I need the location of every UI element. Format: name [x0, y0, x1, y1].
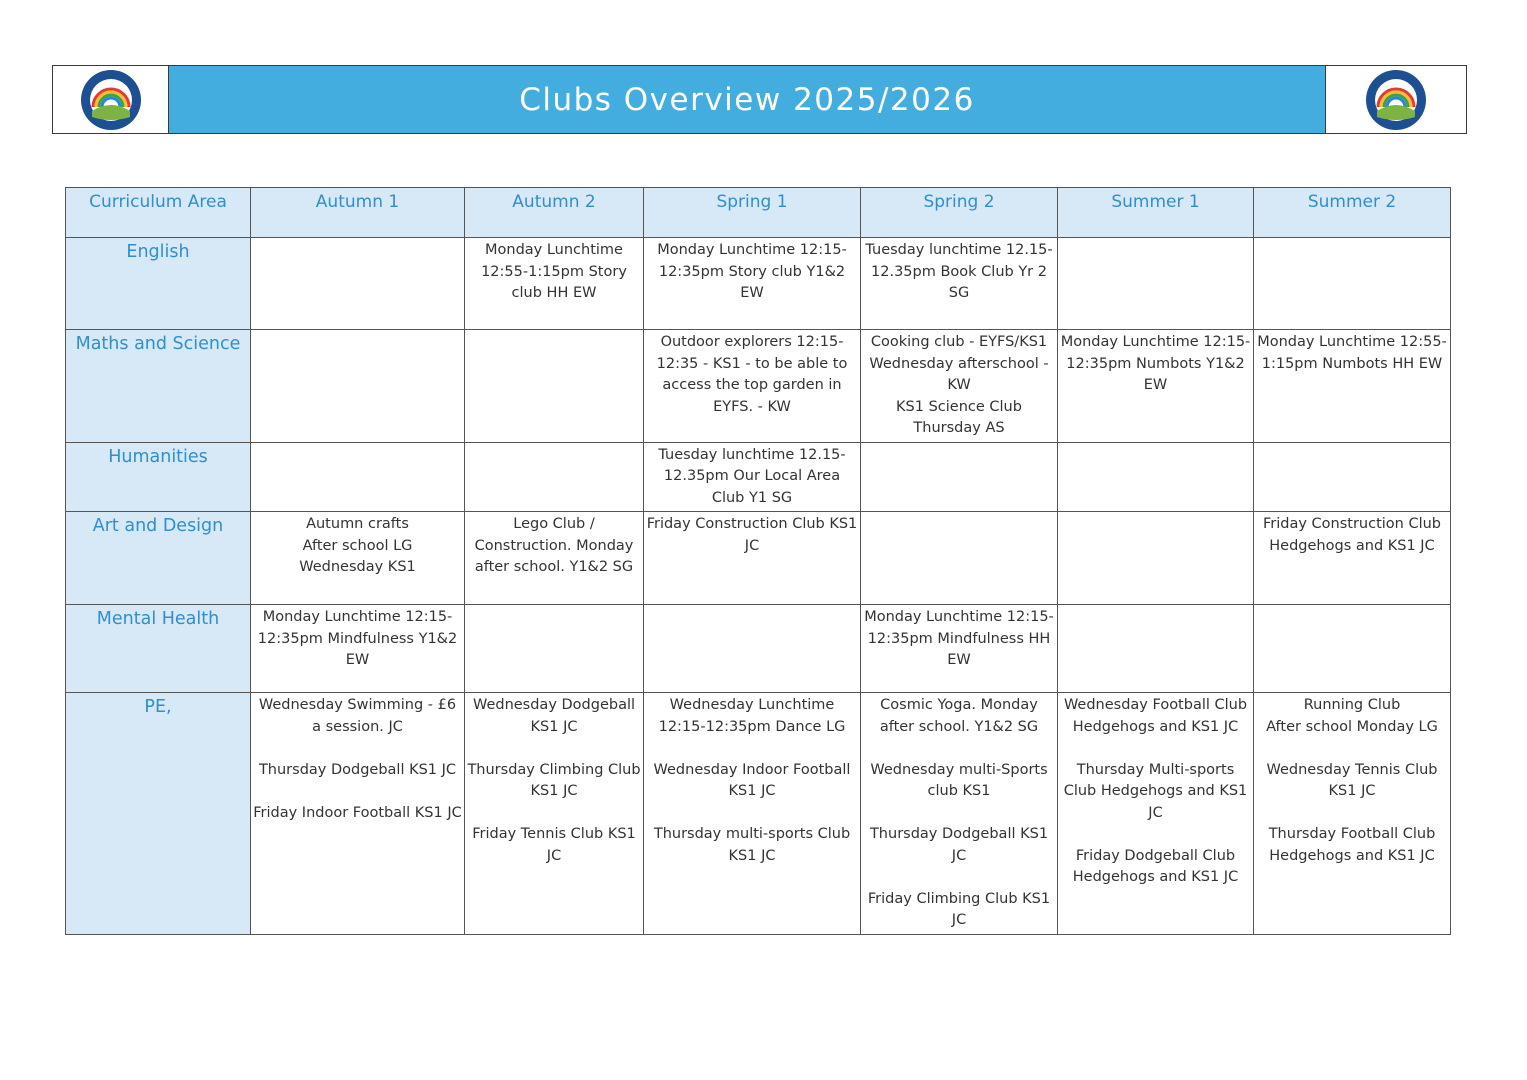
column-header: Summer 2: [1254, 188, 1451, 238]
column-header: Summer 1: [1058, 188, 1254, 238]
club-cell: [251, 330, 465, 443]
club-cell: [861, 512, 1058, 605]
club-cell: Tuesday lunchtime 12.15-12.35pm Our Local Area Club Y1 SG: [644, 442, 861, 512]
club-cell: Wednesday Dodgeball KS1 JC Thursday Climbing Club KS1 JC Friday Tennis Club KS1 JC: [465, 693, 644, 935]
club-cell: Wednesday Lunchtime 12:15-12:35pm Dance LG Wednesday Indoor Football KS1 JC Thursday multi-sports Club KS1 JC: [644, 693, 861, 935]
club-cell: [1058, 238, 1254, 330]
club-cell: Monday Lunchtime 12:55-1:15pm Numbots HH EW: [1254, 330, 1451, 443]
column-header: Autumn 2: [465, 188, 644, 238]
column-header: Spring 1: [644, 188, 861, 238]
club-cell: [1058, 512, 1254, 605]
club-cell: Monday Lunchtime 12:15-12:35pm Mindfulness HH EW: [861, 605, 1058, 693]
club-cell: [1254, 238, 1451, 330]
curriculum-area-cell: Maths and Science: [66, 330, 251, 443]
club-cell: Wednesday Football Club Hedgehogs and KS1 JC Thursday Multi-sports Club Hedgehogs and KS1 JC Friday Dodgeball Club Hedgehogs and KS1 JC: [1058, 693, 1254, 935]
curriculum-area-cell: English: [66, 238, 251, 330]
club-cell: Cooking club - EYFS/KS1 Wednesday afterschool - KW KS1 Science Club Thursday AS: [861, 330, 1058, 443]
table-row: [66, 238, 1451, 330]
club-cell: Running Club After school Monday LG Wednesday Tennis Club KS1 JC Thursday Football Club Hedgehogs and KS1 JC: [1254, 693, 1451, 935]
club-cell: Outdoor explorers 12:15-12:35 - KS1 - to be able to access the top garden in EYFS. - KW: [644, 330, 861, 443]
school-crest-icon: [1365, 69, 1427, 131]
club-cell: [1058, 442, 1254, 512]
page-header: [52, 65, 1467, 134]
club-cell: Tuesday lunchtime 12.15-12.35pm Book Club Yr 2 SG: [861, 238, 1058, 330]
club-cell: Monday Lunchtime 12:15-12:35pm Story club Y1&2 EW: [644, 238, 861, 330]
club-cell: [251, 238, 465, 330]
curriculum-area-cell: Mental Health: [66, 605, 251, 693]
club-cell: Autumn crafts After school LG Wednesday KS1: [251, 512, 465, 605]
column-header: Spring 2: [861, 188, 1058, 238]
club-cell: Friday Construction Club Hedgehogs and KS1 JC: [1254, 512, 1451, 605]
club-cell: Wednesday Swimming - £6 a session. JC Thursday Dodgeball KS1 JC Friday Indoor Football KS1 JC: [251, 693, 465, 935]
club-cell: [1254, 442, 1451, 512]
curriculum-area-cell: PE,: [66, 693, 251, 935]
club-cell: [1058, 605, 1254, 693]
title-band: [169, 66, 1325, 133]
table-row: [66, 512, 1451, 605]
table-row: [66, 330, 1451, 443]
club-cell: [465, 605, 644, 693]
club-cell: Friday Construction Club KS1 JC: [644, 512, 861, 605]
school-logo-left: [53, 66, 169, 133]
school-crest-icon: [80, 69, 142, 131]
column-header: Autumn 1: [251, 188, 465, 238]
table-row: [66, 693, 1451, 935]
club-cell: [644, 605, 861, 693]
club-cell: Monday Lunchtime 12:55-1:15pm Story club HH EW: [465, 238, 644, 330]
club-cell: [465, 330, 644, 443]
club-cell: [861, 442, 1058, 512]
curriculum-area-cell: Art and Design: [66, 512, 251, 605]
club-cell: Monday Lunchtime 12:15-12:35pm Numbots Y1&2 EW: [1058, 330, 1254, 443]
club-cell: Lego Club / Construction. Monday after school. Y1&2 SG: [465, 512, 644, 605]
club-cell: [465, 442, 644, 512]
column-header: Curriculum Area: [66, 188, 251, 238]
table-row: [66, 605, 1451, 693]
clubs-table: [65, 187, 1451, 935]
school-logo-right: [1325, 66, 1466, 133]
table-row: [66, 442, 1451, 512]
club-cell: [251, 442, 465, 512]
table-header-row: [66, 188, 1451, 238]
club-cell: Monday Lunchtime 12:15-12:35pm Mindfulness Y1&2 EW: [251, 605, 465, 693]
curriculum-area-cell: Humanities: [66, 442, 251, 512]
club-cell: Cosmic Yoga. Monday after school. Y1&2 SG Wednesday multi-Sports club KS1 Thursday Dodgeball KS1 JC Friday Climbing Club KS1 JC: [861, 693, 1058, 935]
page-title: Clubs Overview 2025/2026: [519, 81, 975, 118]
club-cell: [1254, 605, 1451, 693]
